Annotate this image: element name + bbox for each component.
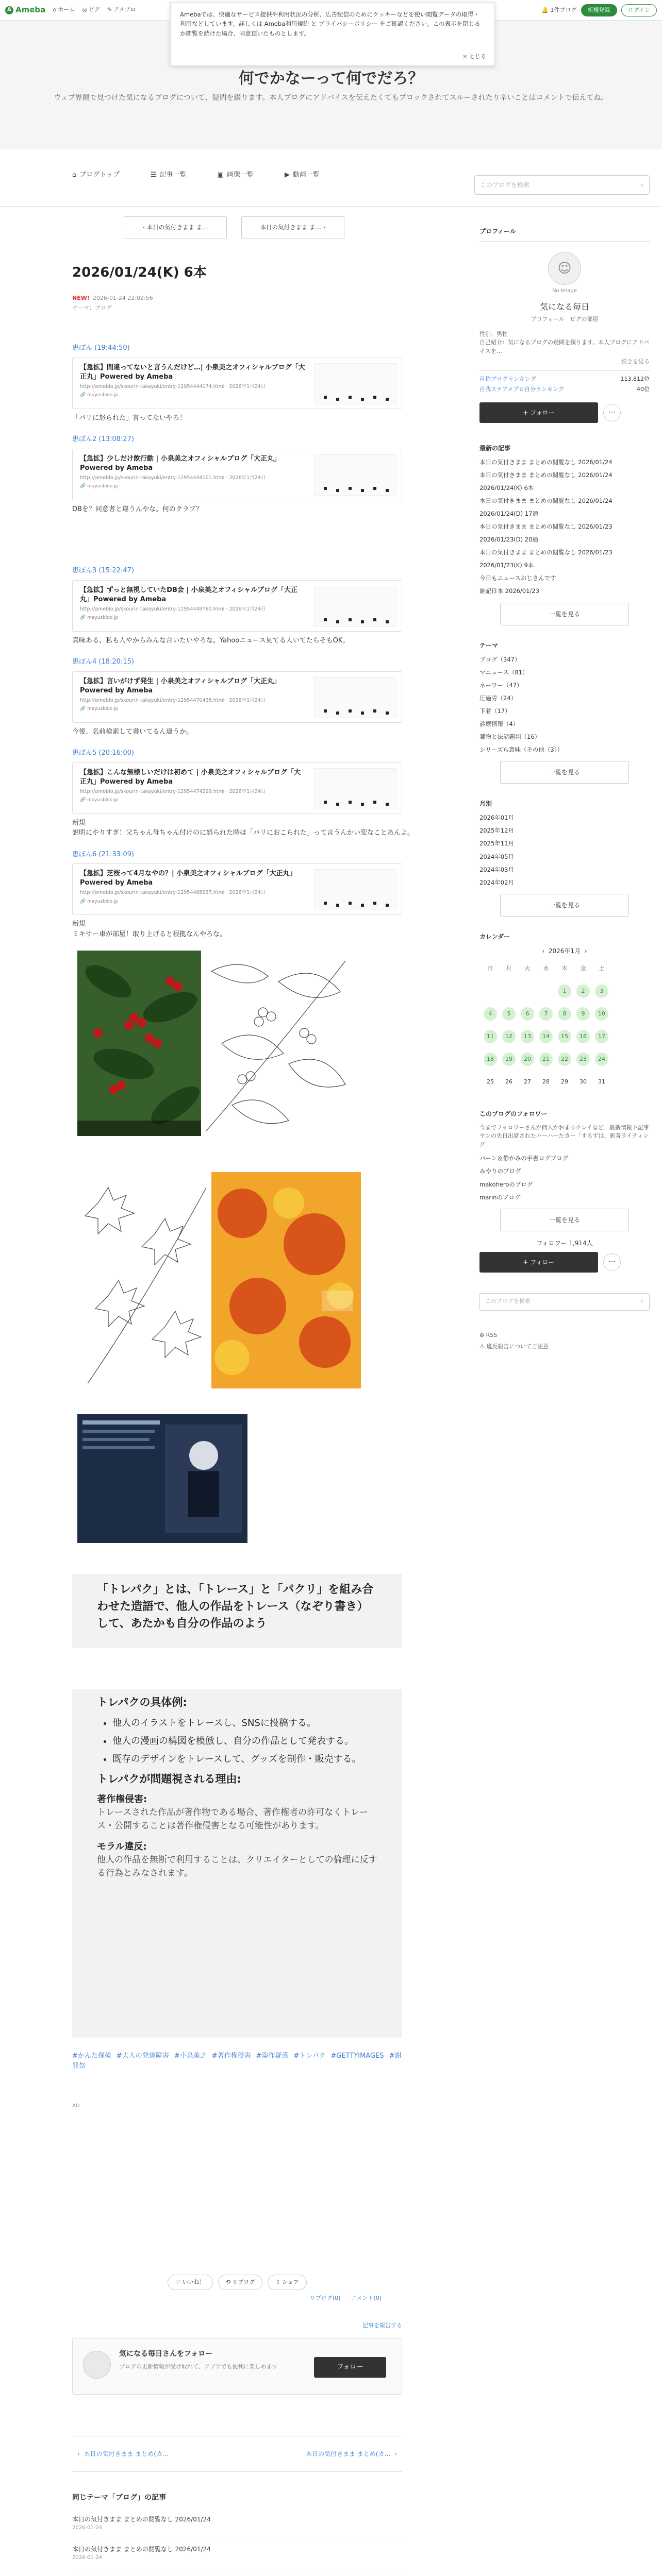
examples-list xyxy=(112,1716,377,1766)
calendar-day[interactable]: 24 xyxy=(595,1053,608,1066)
profile-blog-name[interactable]: 気になる毎日 xyxy=(539,302,589,312)
theme-list xyxy=(479,655,650,754)
follow-card-avatar xyxy=(83,2351,111,2379)
theme-heading: テーマ xyxy=(479,641,499,649)
theme-link[interactable]: ネーワー（47） xyxy=(479,681,523,689)
followers-heading: このブログのフォロワー xyxy=(479,1110,548,1117)
link-card-domain: 🔗 mayusbloo.jp xyxy=(80,393,119,398)
examples-heading: トレパクの具体例: xyxy=(97,1696,187,1708)
calendar-day: 26 xyxy=(505,1078,512,1085)
bottom-next-link[interactable]: 本日の気付きまま まとめ(カ… › xyxy=(306,2450,397,2458)
month-link[interactable]: 2026年01月 xyxy=(479,814,514,822)
copyright-heading: 著作権侵害: xyxy=(97,1794,147,1805)
recent-article-link[interactable]: 2026/01/24(D) 17通 xyxy=(479,510,538,517)
link-card-title: 【急拡】こんな無様しいだけは初めて | 小泉美之オフィシャルブログ「大正丸」Powered by Ameba xyxy=(80,768,301,786)
home-icon: ⌂ xyxy=(72,171,77,179)
entry-body xyxy=(72,343,423,939)
logo-text: Ameba xyxy=(15,5,46,15)
maple-lineart-art xyxy=(77,1172,211,1388)
calendar-day[interactable]: 9 xyxy=(576,1007,590,1021)
blog-title[interactable]: 何でかなーって何でだろ？ xyxy=(238,70,424,88)
prev-article-button[interactable]: ‹ 本日の気付きまま ま… xyxy=(124,216,227,239)
link-card[interactable] xyxy=(72,358,402,409)
hashtag-link[interactable]: #トレパク xyxy=(293,2052,326,2060)
follow-card-desc: ブログの更新情報が受け取れて、アプリでも便利に楽しめます xyxy=(119,2363,278,2370)
image-icon: ▣ xyxy=(217,171,224,179)
hashtag-list xyxy=(72,2051,402,2071)
profile-avatar[interactable]: ☺ xyxy=(548,252,581,285)
holly-lineart-art xyxy=(201,951,351,1136)
follower-blog-link[interactable]: みやりのブログ xyxy=(479,1167,521,1175)
link-card-url: http://ameblo.jp/skourin-takayuki/entry-12954444101.html · 2026年1月24日 xyxy=(80,474,266,481)
tracing-intro: 「トレパク」とは、「トレース」と「パクリ」を組み合わせた造語で、他人の作品をトレース（なぞり書き）して、あたかも自分の作品のよう xyxy=(97,1583,374,1630)
calendar-day[interactable]: 14 xyxy=(539,1030,553,1043)
link-icon: 🔗 xyxy=(80,798,88,803)
link-card-title: 【急拡】言いがけず発生 | 小泉美之オフィシャルブログ「大正丸」Powered by Ameba xyxy=(80,677,281,694)
holly-lineart[interactable] xyxy=(201,951,351,1136)
link-card-title: 【急拡】ずっと無視していたDB会 | 小泉美之オフィシャルブログ「大正丸」Powered by Ameba xyxy=(80,586,298,603)
ad-label: AD xyxy=(72,2103,80,2109)
reblog-button[interactable]: ⟲ リブログ xyxy=(218,2275,263,2290)
list-icon: ☰ xyxy=(150,171,157,179)
calendar-day: 31 xyxy=(598,1078,605,1085)
nav-article-list[interactable]: ☰ 記事一覧 xyxy=(151,170,187,180)
bio-more-link[interactable]: 続きを見る xyxy=(621,358,650,365)
link-icon: 🔗 xyxy=(80,899,88,904)
hashtag-link[interactable]: #大人の発達障害 xyxy=(116,2052,169,2060)
calendar-day[interactable]: 1 xyxy=(558,985,571,998)
calendar-weekday: 日 xyxy=(487,964,493,972)
sidebar-follow-button-2[interactable]: + フォロー xyxy=(479,1252,598,1273)
month-link[interactable]: 2024年02月 xyxy=(479,878,514,886)
calendar-day[interactable]: 17 xyxy=(595,1030,608,1043)
calendar-day[interactable]: 23 xyxy=(576,1053,590,1066)
nav-home[interactable]: ⌂ ホーム xyxy=(53,6,75,13)
profile-heading: プロフィール xyxy=(479,228,516,235)
calendar-day xyxy=(521,985,534,998)
next-article-button[interactable]: 本日の気付きまま ま… › xyxy=(241,216,344,239)
reasons-heading: トレパクが問題視される理由: xyxy=(97,1772,241,1785)
ameba-logo[interactable] xyxy=(5,4,45,16)
calendar-day[interactable]: 21 xyxy=(539,1053,553,1066)
maple-photo[interactable] xyxy=(211,1172,361,1388)
calendar-day[interactable]: 5 xyxy=(502,1007,516,1021)
nav-pigg[interactable]: ◎ ピグ xyxy=(82,6,100,13)
moral-heading: モラル違反: xyxy=(97,1841,147,1852)
sidebar-search-input[interactable]: このブログを検索 ⌕ xyxy=(479,1293,650,1311)
calendar-day[interactable]: 18 xyxy=(484,1053,497,1066)
ameba-logo-icon: A xyxy=(5,6,13,14)
nav-video-list[interactable]: ▶ 動画一覧 xyxy=(285,170,320,180)
maple-photo-art xyxy=(211,1172,361,1388)
recent-article-link[interactable]: 本日の気付きまま まとめの閲覧なし 2026/01/24 xyxy=(479,471,613,479)
report-violation-link[interactable]: ⚠ 違反報告についてご注意 xyxy=(479,1343,549,1350)
moral-text: 他人の作品を無断で利用することは、クリエイターとしての倫理に反する行為とみなされます。 xyxy=(97,1855,377,1878)
cookie-notice-text: Amebaでは、快適なサービス提供や利用状況の分析、広告配信のためにクッキーなどを使い閲覧データの取得・利用などしています。詳しくは Ameba利用規約 と プライバシーポリシー をご確認ください。この表示を閉じるか閲覧を続けた場合、同意頂いたものとします。 xyxy=(180,11,481,37)
link-card-title: 【急拡】少しだけ飲行動 | 小泉美之オフィシャルブログ「大正丸」Powered by Ameba xyxy=(80,454,281,472)
month-link[interactable]: 2024年03月 xyxy=(479,866,514,873)
share-button[interactable]: ⇪ シェア xyxy=(268,2275,307,2290)
sidebar-search-icon[interactable]: ⌕ xyxy=(640,1298,644,1305)
recent-article-link[interactable]: 2026/01/23(K) 9本 xyxy=(479,562,534,569)
follower-blog-link[interactable]: makoheroのブログ xyxy=(479,1180,533,1188)
no-image-label: No Image xyxy=(552,288,577,294)
calendar-day: 27 xyxy=(524,1078,531,1085)
calendar-weekday: 金 xyxy=(580,964,586,972)
calendar-day: 30 xyxy=(580,1078,587,1085)
link-card-domain: 🔗 mayusbloo.jp xyxy=(80,484,119,489)
calendar-day[interactable]: 4 xyxy=(484,1007,497,1021)
calendar-day[interactable]: 20 xyxy=(521,1053,534,1066)
hashtag-link[interactable]: #盗作疑惑 xyxy=(256,2052,289,2060)
profile-tabs[interactable]: プロフィール ピグの部屋 xyxy=(531,316,599,323)
recent-heading: 最新の記事 xyxy=(479,444,511,452)
theme-link[interactable]: 圧過労（24） xyxy=(479,694,517,702)
same-theme-item[interactable] xyxy=(72,2538,402,2568)
followers-more-button[interactable]: 一覧を見る xyxy=(500,1209,629,1231)
ranking-value-1: 113,812位 xyxy=(620,375,650,382)
post-author-link[interactable]: 患ぽん2 (13:08:27) xyxy=(72,435,134,443)
holly-photo[interactable] xyxy=(77,951,201,1136)
calendar-day[interactable]: 22 xyxy=(558,1053,571,1066)
theme-more-button[interactable]: 一覧を見る xyxy=(500,761,629,784)
link-card-url: http://ameblo.jp/skourin-takayuki/entry-12954444174.html · 2026年1月24日 xyxy=(80,383,266,389)
link-card[interactable] xyxy=(72,863,402,915)
link-card-url: http://ameblo.jp/skourin-takayuki/entry-12954488937.html · 2026年1月24日 xyxy=(80,890,266,896)
hashtag-link[interactable]: #著作権侵害 xyxy=(211,2052,251,2060)
link-card-title: 【急拡】間違ってないと言うんだけど…| 小泉美之オフィシャルブログ「大正丸」Powered by Ameba xyxy=(80,363,305,381)
search-icon[interactable]: ⌕ xyxy=(640,181,644,189)
example-item: • 他人のイラストをトレースし、SNSに投稿する。 xyxy=(112,1716,377,1730)
post-comment-text: 新規 ミキサー車が部屋！取り上げると根拠なんやろな。 xyxy=(72,920,227,938)
calendar-day[interactable]: 3 xyxy=(595,985,608,998)
blog-description: ウェブ界隈で見つけた気になるブログについて、疑問を綴ります。本人ブログにアドバイスを伝えたくてもブロックされてスルーされたり辛いことはコメントで伝えてね。 xyxy=(54,94,608,102)
calendar-day xyxy=(502,985,516,998)
screenshot-thumbnail[interactable] xyxy=(77,1414,247,1543)
recent-article-link[interactable]: 本日の気付きまま まとめの閲覧なし 2026/01/23 xyxy=(479,549,613,556)
more-options-icon[interactable]: ⋯ xyxy=(603,404,621,421)
profile-bio: 性別：男性 自己紹介：気になるブログの疑問を綴ります。本人ブログにアドバイスを… xyxy=(479,330,649,354)
post-comment-text: 「バリに怒られた」言ってないやろ！ xyxy=(72,414,187,422)
link-card-domain: 🔗 mayusbloo.jp xyxy=(80,615,119,621)
signup-button[interactable]: 新規登録 xyxy=(581,4,617,16)
follower-blog-link[interactable]: marinのブログ xyxy=(479,1193,521,1201)
month-more-button[interactable]: 一覧を見る xyxy=(500,894,629,917)
calendar-day[interactable]: 2 xyxy=(576,985,590,998)
hashtag-link[interactable]: #GETTYIMAGES xyxy=(330,2052,384,2060)
link-icon: 🔗 xyxy=(80,706,88,712)
post-comment-text: 真味ある、私も人やからみんな合いたいやろな。Yahooニュース見てる人いてたらそもOK。 xyxy=(72,636,350,645)
calendar-day[interactable]: 7 xyxy=(539,1007,553,1021)
link-icon: 🔗 xyxy=(80,484,88,489)
calendar-title: ‹ 2026年1月 › xyxy=(542,947,587,955)
calendar-weekday: 水 xyxy=(543,964,549,972)
theme-link[interactable]: 薬物と法話題判（16） xyxy=(479,733,541,741)
link-card[interactable] xyxy=(72,580,402,632)
entry-title[interactable]: 2026/01/24(K) 6本 xyxy=(72,265,207,280)
nav-blog-top[interactable]: ⌂ ブログトップ xyxy=(72,170,120,180)
hashtag-link[interactable]: #かんた探検 xyxy=(72,2052,111,2060)
link-card[interactable] xyxy=(72,762,402,814)
theme-link[interactable]: 診療情報（4） xyxy=(479,720,519,727)
same-theme-item[interactable] xyxy=(72,2509,402,2538)
calendar-weekday: 土 xyxy=(599,964,605,972)
nav-image-list[interactable]: ▣ 画像一覧 xyxy=(218,170,254,180)
link-card-url: http://ameblo.jp/skourin-takayuki/entry-12954474299.html · 2026年1月24日 xyxy=(80,788,266,794)
recent-article-link[interactable]: 本日の気付きまま まとめの閲覧なし 2026/01/24 xyxy=(479,458,613,466)
bottom-prev-link[interactable]: ‹ 本日の気付きまま まとめ(カ… xyxy=(77,2450,169,2458)
more-options-icon-2[interactable]: ⋯ xyxy=(603,1253,621,1271)
follow-card-button[interactable]: フォロー xyxy=(314,2357,386,2378)
post-author-link[interactable]: 患ぽん5 (20:16:00) xyxy=(72,749,134,757)
cookie-close-button[interactable]: × とじる xyxy=(462,53,486,60)
link-card-thumbnail xyxy=(314,869,396,910)
entry-theme[interactable]: テーマ：ブログ xyxy=(72,304,112,311)
theme-link[interactable]: ブログ（347） xyxy=(479,655,521,663)
header-search-input[interactable]: このブログを検索 ⌕ xyxy=(474,175,650,195)
calendar-day[interactable]: 15 xyxy=(558,1030,571,1043)
theme-link[interactable]: 下着（17） xyxy=(479,707,511,715)
calendar-day xyxy=(484,985,497,998)
video-icon: ▶ xyxy=(284,171,290,179)
sidebar xyxy=(479,227,650,1351)
post-author-link[interactable]: 患ぽん3 (15:22:47) xyxy=(72,567,134,574)
calendar-day[interactable]: 10 xyxy=(595,1007,608,1021)
calendar-day[interactable]: 16 xyxy=(576,1030,590,1043)
calendar-grid xyxy=(484,962,650,1089)
calendar-day[interactable]: 19 xyxy=(502,1053,516,1066)
recent-article-link[interactable]: 2026/01/24(K) 6本 xyxy=(479,484,534,492)
recent-article-link[interactable]: 2026/01/23(D) 20通 xyxy=(479,536,538,544)
calendar-weekday: 木 xyxy=(561,964,568,972)
main-column xyxy=(72,216,423,2576)
reblog-count-link[interactable]: リブログ(0) xyxy=(309,2295,341,2301)
recent-article-link[interactable]: 本日の気付きまま まとめの閲覧なし 2026/01/23 xyxy=(479,522,613,530)
post-author-link[interactable]: 患ぽん4 (18:20:15) xyxy=(72,658,134,666)
link-icon: 🔗 xyxy=(80,615,88,621)
calendar-day: 25 xyxy=(487,1078,494,1085)
same-theme-heading: 同じテーマ「ブログ」の記事 xyxy=(72,2494,166,2502)
link-card-thumbnail xyxy=(314,677,396,718)
comment-count-link[interactable]: コメント(0) xyxy=(351,2295,382,2301)
link-card-thumbnail xyxy=(314,586,396,627)
calendar-day[interactable]: 11 xyxy=(484,1030,497,1043)
link-card-thumbnail xyxy=(314,454,396,496)
link-card[interactable] xyxy=(72,449,402,500)
same-theme-title: 本日の気付きまま まとめの閲覧なし 2026/01/24 xyxy=(72,2546,211,2553)
same-theme-title: 本日の気付きまま まとめの閲覧なし 2026/01/24 xyxy=(72,2516,211,2523)
recent-more-button[interactable]: 一覧を見る xyxy=(500,603,629,625)
link-card-thumbnail xyxy=(314,768,396,809)
screenshot-thumbnail-art xyxy=(77,1414,247,1543)
notification-link[interactable]: 🔔 1件ブログ xyxy=(541,6,577,13)
like-button[interactable]: ♡ いいね！ xyxy=(168,2275,212,2290)
same-theme-list xyxy=(72,2509,402,2576)
follow-card xyxy=(72,2338,402,2395)
month-list xyxy=(479,814,650,887)
same-theme-date: 2026-01-24 xyxy=(72,2555,103,2561)
reaction-bar xyxy=(72,2275,402,2290)
report-link[interactable]: 記事を報告する xyxy=(362,2321,402,2329)
link-card-domain: 🔗 mayusbloo.jp xyxy=(80,899,119,904)
maple-lineart[interactable] xyxy=(77,1172,211,1388)
theme-link[interactable]: マニュース（81） xyxy=(479,668,528,676)
ranking-value-2: 40位 xyxy=(637,386,650,393)
recent-list xyxy=(479,458,650,596)
nav-ameblo[interactable]: ✎ アメブロ xyxy=(107,6,136,13)
post-comment-text: 今後、名前検索して書いてるん違うか。 xyxy=(72,727,193,736)
month-link[interactable]: 2025年12月 xyxy=(479,827,514,835)
example-item: • 既存のデザインをトレースして、グッズを制作・販売する。 xyxy=(112,1752,377,1766)
month-link[interactable]: 2024年05月 xyxy=(479,853,514,860)
recent-article-link[interactable]: 今日もニュースおじさんです xyxy=(479,574,556,582)
calendar-heading: カレンダー xyxy=(479,933,510,940)
recent-article-link[interactable]: 本日の気付きまま まとめの閲覧なし 2026/01/24 xyxy=(479,497,613,504)
link-card-thumbnail xyxy=(314,363,396,404)
tracing-explanation-screenshot xyxy=(72,1574,402,2038)
ranking-link-1[interactable]: 自称ブログランキング xyxy=(479,375,536,382)
calendar-day[interactable]: 6 xyxy=(521,1007,534,1021)
hashtag-link[interactable]: #小泉美之 xyxy=(174,2052,207,2060)
same-theme-item[interactable] xyxy=(72,2568,402,2576)
calendar-day[interactable]: 8 xyxy=(558,1007,571,1021)
copyright-text: トレースされた作品が著作物である場合、著作権者の許可なくトレース・公開することは著作権侵害となる可能性があります。 xyxy=(97,1807,369,1831)
link-card[interactable] xyxy=(72,671,402,723)
image-grid xyxy=(72,951,402,1569)
example-item: • 他人の漫画の構図を模倣し、自分の作品として発表する。 xyxy=(112,1734,377,1748)
calendar-weekday: 月 xyxy=(506,964,512,972)
follower-count: フォロワー 1,914人 xyxy=(536,1239,593,1247)
link-icon: 🔗 xyxy=(80,393,88,398)
post-comment-text: DBを？同意者と違うんやな。何のクラブ？ xyxy=(72,505,203,513)
ranking-link-2[interactable]: 自我ステアメブロ自分ランキング xyxy=(479,386,564,393)
link-card-domain: 🔗 mayusbloo.jp xyxy=(80,706,119,712)
theme-link[interactable]: シリーズら意味（その他（3）） xyxy=(479,746,563,754)
rss-link[interactable]: ⊕ RSS xyxy=(479,1331,498,1338)
entry-meta: NEW! 2026-01-24 22:02:56 xyxy=(72,295,153,301)
calendar-day[interactable]: 13 xyxy=(521,1030,534,1043)
calendar-day xyxy=(539,985,553,998)
cookie-notice xyxy=(170,2,495,66)
followers-list xyxy=(479,1154,650,1201)
month-link[interactable]: 2025年11月 xyxy=(479,840,514,848)
post-author-link[interactable]: 患ぽん6 (21:33:09) xyxy=(72,850,134,858)
blog-nav xyxy=(72,170,320,180)
link-card-title: 【急拡】芝桜って4月なやの？| 小泉美之オフィシャルブログ「大正丸」Powered by Ameba xyxy=(80,870,296,887)
hashtag-link[interactable]: #謝罪祭 xyxy=(72,2052,402,2070)
follow-card-name: 気になる毎日さんをフォロー xyxy=(119,2350,213,2358)
recent-article-link[interactable]: 雑記日本 2026/01/23 xyxy=(479,587,539,595)
login-button[interactable]: ログイン xyxy=(621,4,657,16)
link-card-url: http://ameblo.jp/skourin-takayuki/entry-12954470438.html · 2026年1月24日 xyxy=(80,697,266,703)
divider xyxy=(0,206,662,207)
link-card-domain: 🔗 mayusbloo.jp xyxy=(80,798,119,803)
link-card-url: http://ameblo.jp/skourin-takayuki/entry-12954449760.html · 2026年1月24日 xyxy=(80,606,266,612)
calendar-weekday: 火 xyxy=(524,964,531,972)
followers-text: 今までフォロワーさんが何人かおまりクレイなど、最新情報下記事ヤンの先日出席されたハーハーたカー「するずは、新著ライティング」 xyxy=(479,1124,649,1148)
holly-photo-art xyxy=(77,951,201,1136)
sidebar-follow-button[interactable]: + フォロー xyxy=(479,402,598,423)
month-heading: 月別 xyxy=(479,800,492,808)
post-comment-text: 新規 説明にやりすぎ！父ちゃん母ちゃん付けのに怒られた時は「バリにおこられた」って言うんかい変なことあんよ。 xyxy=(72,819,415,837)
calendar-day[interactable]: 12 xyxy=(502,1030,516,1043)
calendar-day: 28 xyxy=(542,1078,550,1085)
calendar-day: 29 xyxy=(561,1078,568,1085)
post-author-link[interactable]: 患ぽん (19:44:50) xyxy=(72,344,130,352)
follower-blog-link[interactable]: パーン＆静かみの手書ログブログ xyxy=(479,1155,569,1162)
same-theme-date: 2026-01-24 xyxy=(72,2525,103,2531)
